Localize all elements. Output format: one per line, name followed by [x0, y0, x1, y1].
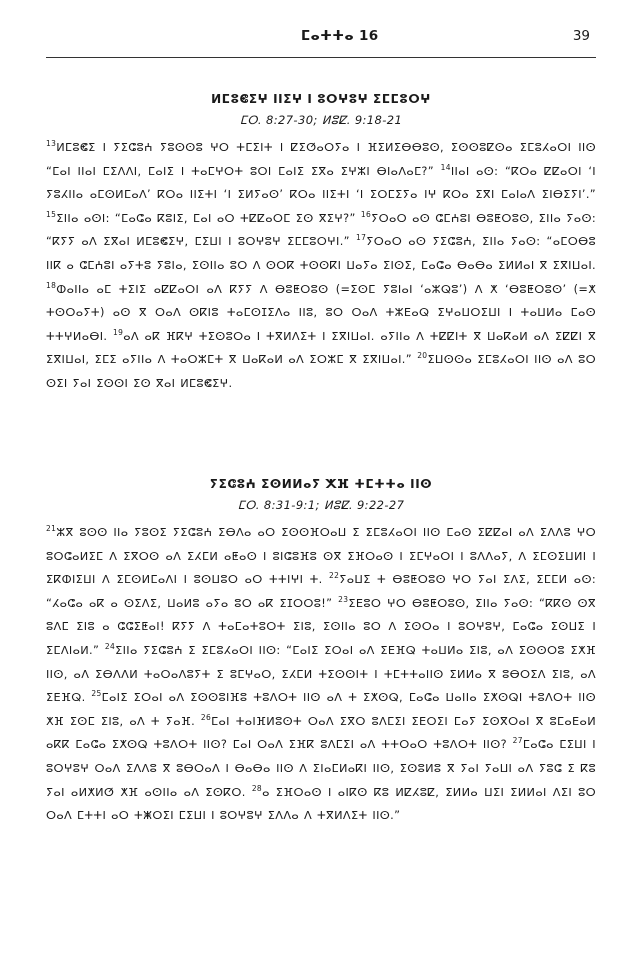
ref-chapter: 9:18-21 — [350, 113, 403, 127]
verse-text: ⵉⵏⵏⴰ ⵢⵉⵛⵓⵄ ⵉ ⵉⵎⵓⵃⴰⵔⵏ ⵏⵏⵙ: “ⵎⴰⵏⵉ ⵉⵔⴰⵏ ⴰⴷ ⵉⴹⴼⵕ ⵜⴰⵡⵍⴰ ⵉⵏⵓ, ⴰⴷ ⵉⵙⵙⵔⵓ ⵉⵅⴼ ⵏⵏⵙ, ⴰⴷ ⵉⴱⴷⴷⵍ ⵜⴰⵔⴰⴷⵓⵢⵜ ⵉ ⵓⵎⵖⴰⵔ, ⵉⵃⵎⵍ ⵜⵉⵙⵙⵏⵜ ⵏ ⵜⵎⵜⵜⴰⵏⵏⵙ ⵉⵍⵍⴰ ⴳ ⵓⴱⵔⵉⴷ ⵉⵏⵓ, ⴰⴷ ⵉⴹⴼⵕ. — [46, 643, 597, 705]
verse-number: 27 — [512, 736, 523, 746]
verse-number: 25 — [91, 689, 102, 699]
verse-text: ⴰⴷ ⴰⴽ ⴼⴽⵖ ⵜⵉⵙⵓⵔⴰ ⵏ ⵜⴳⵍⴷⵉⵜ ⵏ ⵉⴳⵏⵡⴰⵏ. ⴰⵢⵏⵏⴰ ⴷ ⵜⵇⵇⵏⵜ ⴳ ⵡⴰⴽⴰⵍ ⴰⴷ ⵉⵇⵇⵏ ⴳ ⵉⴳⵏⵡⴰⵏ, ⵉⵎⵉ ⴰⵢⵏⵏⴰ ⴷ ⵜⴰⵔⵣⵎⵜ ⴳ ⵡⴰⴽⴰⵍ ⴰⴷ ⵉⵔⵣⵎ ⴳ ⵉⴳⵏⵡⴰⵏ.” — [46, 329, 596, 367]
verse-text: ⵉⴹⵓⵔ ⵖⵔ ⴱⵓⵟⵔⵓⵙ, ⵉⵏⵏⴰ ⵢⴰⵙ: “ⴽⴽⵙ ⵙⴳ ⵓⴷⵎ ⵉⵏⵓ ⴰ ⵛⵛⵉⵟⴰⵏ! ⴽⵢⵢ ⴷ ⵜⴰⵎⴰⵜⵓⵔⵜ ⵉⵏⵓ, ⵉⵙⵏⵏⴰ ⵓⵔ ⴷ ⵉⵙⵔⴰ ⵏ ⵓⵔⵖⵓⵖ, ⵎⴰⵛⴰ ⵉⵙⵡⵉ ⵏ ⵉⵎⴷⵏⴰⵍ.” — [46, 596, 596, 657]
section-title: ⵍⵎⵓⵞⵉⵖ ⵏⵏⵉⵖ ⵏ ⵓⵔⵖⵓⵖ ⵉⵎⵎⵓⵔⵖ — [211, 92, 431, 106]
verse-text: ⵢⵔⴰⵔ ⴰⵙ ⵢⵉⵛⵓⵄ, ⵉⵏⵏⴰ ⵢⴰⵙ: “ⴰⵎⵔⴱⵓ ⵏⵏⴽ ⴰ ⵛⵎⵄⵓⵏ ⴰⵢⵜⵓ ⵢⵓⵏⴰ, ⵉⵙⵏⵏⴰ ⵓⵔ ⴷ ⵙⵔⴽ ⵜⵙⵙⴽⵏ ⵡⴰⵢⴰ ⵉⵏⵙⵉ, ⵎⴰⵛⴰ ⴱⴰⴱⴰ ⵉⵍⵍⴰⵏ ⴳ ⵉⴳⵏⵡⴰⵏ. — [46, 235, 596, 272]
ref-chapter: 9:22-27 — [352, 498, 405, 512]
verse-text: ⵢⴰⵡⵉ ⵜ ⴱⵓⵟⵔⵓⵙ ⵖⵔ ⵢⴰⵏ ⵉⴷⵉ, ⵉⵎⵎⵍ ⴰⵙ: “ⵃⴰⵛⴰ ⴰⴽ ⴰ ⵙⵉⴷⵉ, ⵡⴰⵍⵓ ⴰⵢⴰ ⵓⵔ ⴰⴽ ⵉⵊⵔⵔⵓ!” — [46, 573, 596, 610]
ref-label: ⵎⵔ. — [237, 498, 260, 512]
verse-number: 19 — [112, 327, 124, 337]
verse-number: 16 — [360, 210, 372, 220]
verse-number: 15 — [46, 210, 57, 220]
verse-text: ⵉⵏⵏⴰ ⴰⵙⵏ: “ⵎⴰⵛⴰ ⴽⵓⵏⵉ, ⵎⴰⵏ ⴰⵔ ⵜⵇⵇⴰⵔⵎ ⵉⵙ ⴳⵉⵖ?” — [56, 211, 356, 225]
verse-number: 18 — [46, 280, 57, 290]
page-number: 39 — [572, 28, 590, 44]
verse-text: ⵀⴰⵏⵏⴰ ⴰⵎ ⵜⵉⵏⵉ ⴰⵇⵇⴰⵔⵏ ⴰⴷ ⴽⵢⵢ ⴷ ⴱⵓⵟⵔⵓⵙ (=ⵉⵙⵎ ⵢⵓⵏⴰⵏ ‘ⴰⵣⵕⵓ’) ⴷ ⵅ ‘ⴱⵓⵟⵔⵓⵙ’ (=ⵅ ⵜⵙⵔⴰⵢⵜ) ⴰⵙ ⴳ ⵔⴰⴷ ⵙⴽⵏⵓ ⵜⴰⵎⵙⵊⵉⴷⴰ ⵏⵏⵓ, ⵓⵔ ⵔⴰⴷ ⵜⵣⴹⴰⵕ ⵉⵖⴰⵡⵔⵉⵡⵏ ⵏ ⵜⴰⵡⵍⴰ ⵎⴰⵙ ⵜⵜⵖⵍⴰⴱⵏ. — [46, 282, 596, 343]
ref-label: ⵍⵓⵇ. — [323, 498, 353, 512]
section-2 — [46, 477, 596, 828]
document-page — [46, 0, 596, 957]
verse-text: ⵣⴳ ⵓⵙⵙ ⵏⵏⴰ ⵢⵓⵙⵉ ⵢⵉⵛⵓⵄ ⵉⴱⴷⴰ ⴰⵔ ⵉⵙⵙⴼⵔⴰⵡ ⵉ ⵉⵎⵓⵃⴰⵔⵏ ⵏⵏⵙ ⵎⴰⵙ ⵉⵇⵇⴰⵏ ⴰⴷ ⵉⴷⴷⵓ ⵖⵔ ⵓⵔⵛⴰⵍⵉⵎ ⴷ ⵉⴳⵔⵙ ⴰⴷ ⵉⵃⵎⵍ ⴰⵟⴰⵙ ⵏ ⵓⵏⵛⵓⴼⵓ ⵙⴳ ⵉⴼⵔⴰⵙ ⵏ ⵉⵎⵖⴰⵔⵏ ⵏ ⵓⴷⴷⴰⵢ, ⴷ ⵉⵎⵙⵉⵡⵍⵏ ⵏ ⵉⴽⵀⵏⵉⵡⵏ ⴷ ⵉⵎⵙⵍⵎⴰⴷⵏ ⵏ ⵓⵙⵡⵓⵔ ⴰⵔ ⵜⵜⵏⵖⵏ ⵜ. — [46, 526, 596, 587]
verse-number: 13 — [46, 139, 57, 149]
section-body — [46, 521, 596, 828]
ref-label: ⵍⵓⵇ. — [321, 113, 351, 127]
verse-text: ⵢⵔⴰⵔ ⴰⵙ ⵛⵎⵄⵓⵏ ⴱⵓⵟⵔⵓⵙ, ⵉⵏⵏⴰ ⵢⴰⵙ: “ⴽⵢⵢ ⴰⴷ ⵉⴳⴰⵏ ⵍⵎⵓⵞⵉⵖ, ⵎⵉⵡⵏ ⵏ ⵓⵔⵖⵓⵖ ⵉⵎⵎⵓⵔⵖⵏ.” — [46, 211, 596, 249]
section-references — [46, 113, 596, 127]
verse-number: 23 — [338, 595, 349, 605]
section-body — [46, 136, 596, 396]
verse-text: ⵎⴰⵏ ⵜⴰⵏⴼⵍⵓⵙⵜ ⵔⴰⴷ ⵉⴳⵔ ⵓⴷⵎⵉⵏ ⵉⴹⵔⵉⵏ ⵎⴰⵢ ⵉⵙⴳⵔⴰⵏ ⴳ ⵓⵎⴰⴹⴰⵍ ⴰⴽⴽ ⵎⴰⵛⴰ ⵉⵅⵙⵕ ⵜⵓⴷⵔⵜ ⵏⵏⵙ? ⵎⴰⵏ ⵔⴰⴷ ⵉⴼⴽ ⵓⴷⵎⵉⵏ ⴰⴷ ⵜⵜⵔⴰⵔ ⵜⵓⴷⵔⵜ ⵏⵏⵙ? — [46, 714, 596, 752]
section-title: ⵢⵉⵛⵓⵄ ⵉⵙⵍⵍⴰⵢ ⵅⴼ ⵜⵎⵜⵜⴰ ⵏⵏⵙ — [209, 477, 433, 491]
verse-text: ⵎⴰⵏⵉ ⵉⵔⴰⵏ ⴰⴷ ⵉⵙⵙⵓⵏⴼⵓ ⵜⵓⴷⵔⵜ ⵏⵏⵙ ⴰⴷ ⵜ ⵉⵅⵙⵕ, ⵎⴰⵛⴰ ⵡⴰⵏⵏⴰ ⵉⵅⵙⵕⵏ ⵜⵓⴷⵔⵜ ⵏⵏⵙ ⵅⴼ ⵉⵙⵎ ⵉⵏⵓ, ⴰⴷ ⵜ ⵢⴰⴼ. — [46, 691, 596, 728]
verse-number: 28 — [251, 783, 263, 793]
verse-text: ⵍⵎⵓⵞⵉ ⵏ ⵢⵉⵛⵓⵄ ⵢⵓⵙⵙⵓ ⵖⵔ ⵜⵎⵉⵏⵜ ⵏ ⵇⵉⵚⴰⵔⵢⴰ ⵏ ⴼⵉⵍⵉⴱⴱⵓⵙ, ⵉⵙⵙⵓⵇⵙⴰ ⵉⵎⵓⵃⴰⵔⵏ ⵏⵏⵙ “ⵎⴰⵏ ⵏⵏⴰⵏ ⵎⵉⴷⴷⵏ, ⵎⴰⵏⵉ ⵏ ⵜⴰⵎⵖⵔⵜ ⵓⵔⵏ ⵎⴰⵏⵉ ⵉⴳⴰ ⵉⵖⵣⵏ ⴱⵏⴰⴷⴰⵎ?” — [46, 141, 596, 178]
verse-number: 17 — [356, 233, 367, 243]
running-header — [46, 28, 596, 48]
verse-number: 21 — [46, 524, 57, 534]
header-rule — [46, 57, 596, 58]
verse-number: 14 — [440, 162, 451, 172]
verse-text: ⵉⵡⵙⵙⴰ ⵉⵎⵓⵃⴰⵔⵏ ⵏⵏⵙ ⴰⴷ ⵓⵔ ⵙⵉⵏ ⵢⴰⵏ ⵉⵙⵙⵏ ⵉⵙ ⴳⴰⵏ ⵍⵎⵓⵞⵉⵖ. — [46, 353, 596, 390]
ref-label: ⵎⵔ. — [239, 113, 262, 127]
verse-number: 20 — [417, 351, 428, 361]
verse-text: ⵎⴰⵛⴰ ⵎⵉⵡⵏ ⵏ ⵓⵔⵖⵓⵖ ⵔⴰⴷ ⵉⴷⴷⵓ ⴳ ⵓⴱⵔⴰⴷ ⵏ ⴱⴰⴱⴰ ⵏⵏⵙ ⴷ ⵉⵏⴰⵎⵍⴰⴽⵏ ⵏⵏⵙ, ⵉⵙⵓⵍⵓ ⴳ ⵢⴰⵏ ⵢⴰⵡⵏ ⴰⴷ ⵢⵓⵛ ⵉ ⴽⵓ ⵢⴰⵏ ⴰⵍⵅⵍⵚ ⵅⴼ ⴰⵙⵏⵏⴰ ⴰⴷ ⵉⵙⴽⵔ. — [46, 738, 596, 799]
section-references — [46, 498, 596, 512]
ref-chapter: 8:31-9:1; — [259, 498, 324, 512]
verse-number: 24 — [104, 642, 116, 652]
verse-text: ⴰ ⵉⴼⵔⴰⵙ ⵏ ⴰⵏⴽⵙ ⴽⵓ ⵍⵇⵃⵓⵇ, ⵉⵍⵍⴰ ⵡⵉⵏ ⵉⵍⵍⴰⵏ ⴷⵉⵏ ⵓⵔ ⵔⴰⴷ ⵎⵜⵜⵏ ⴰⵔ ⵜⵥⵔⵉⵏ ⵎⵉⵡⵏ ⵏ ⵓⵔⵖⵓⵖ ⵉⴷⴷⴰ ⴷ ⵜⴳⵍⴷⵉⵜ ⵏⵏⵙ.” — [46, 785, 596, 823]
verse-number: 22 — [328, 571, 340, 581]
section-1 — [46, 92, 596, 396]
verse-text: ⵏⵏⴰⵏ ⴰⵙ: “ⴽⵔⴰ ⵇⵇⴰⵔⵏ ‘ⵏ ⵢⵓⵃⵏⵏⴰ ⴰⵎⵙⵍⵎⴰⴷ’ ⴽⵔⴰ ⵏⵏⵉⵜⵏ ‘ⵏ ⵉⵍⵢⴰⵙ’ ⴽⵔⴰ ⵏⵏⵉⵜⵏ ‘ⵏ ⵉⵔⵎⵉⵢⴰ ⵏⵖ ⴽⵔⴰ ⵉⴳⵏ ⵎⴰⵏⴰⴷ ⵉⵏⴱⵉⵢⵏ’.” — [46, 164, 596, 202]
ref-chapter: 8:27-30; — [261, 113, 322, 127]
running-title: ⵎⴰⵜⵜⴰ 16 — [301, 28, 379, 44]
verse-number: 26 — [200, 712, 212, 722]
